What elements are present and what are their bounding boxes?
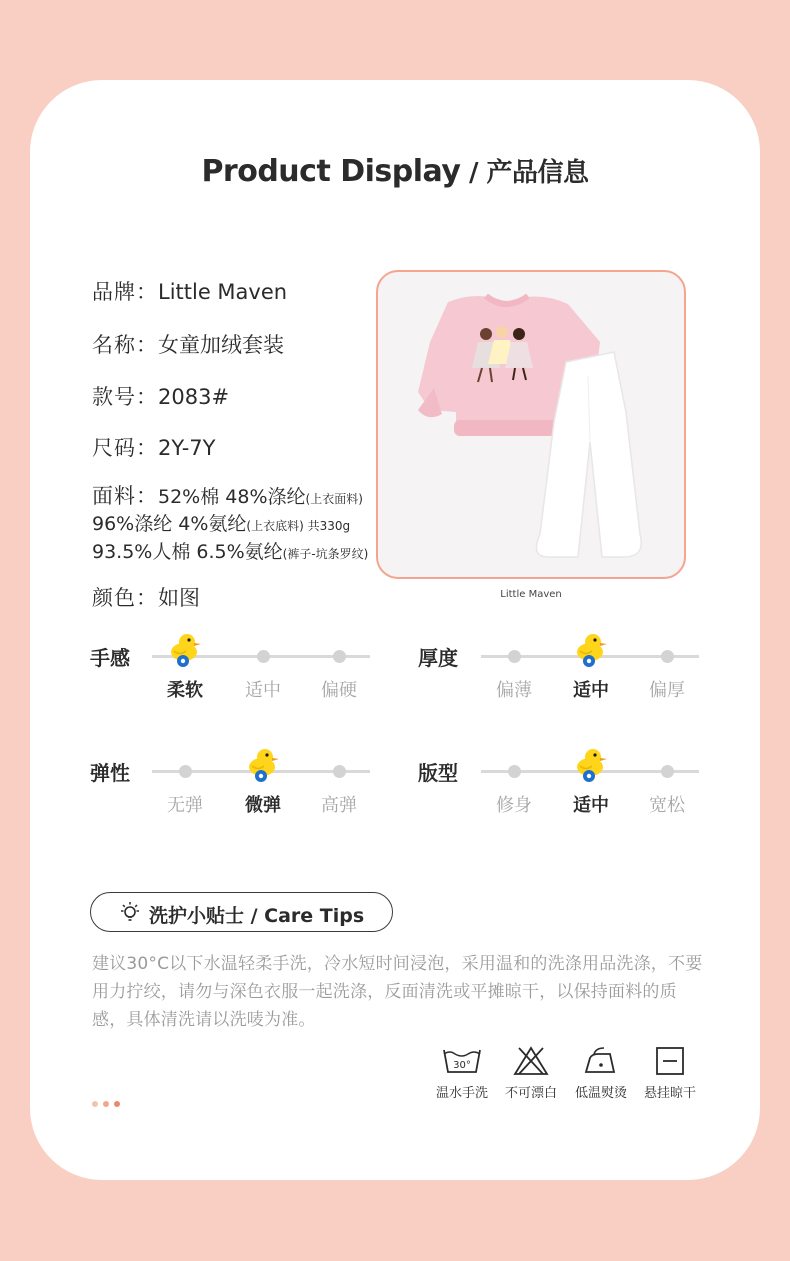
fabric-note-3: (裤子-坑条罗纹) xyxy=(282,547,369,561)
scale-option: 柔软 xyxy=(167,680,203,701)
spec-value: 女童加绒套装 xyxy=(158,333,284,357)
spec-key: 名称： xyxy=(92,333,158,357)
scale-dot xyxy=(333,650,346,663)
duck-marker-icon xyxy=(574,747,608,783)
scale-label: 弹性 xyxy=(90,761,130,785)
care-tips-pill xyxy=(90,892,393,932)
spec-value: Little Maven xyxy=(158,280,288,304)
spec-value: 2Y-7Y xyxy=(158,436,216,460)
spec-key: 款号： xyxy=(92,385,158,409)
pagination-dots xyxy=(92,1092,125,1111)
outfit-illustration xyxy=(378,272,684,577)
spec-key: 品牌： xyxy=(92,280,158,304)
scale-option: 无弹 xyxy=(167,795,203,816)
wash-30-icon xyxy=(442,1046,482,1076)
spec-color xyxy=(92,582,200,612)
scale-dot xyxy=(661,765,674,778)
scale-dot xyxy=(661,650,674,663)
page-dot xyxy=(92,1101,98,1107)
lightbulb-icon xyxy=(119,901,141,923)
product-photo xyxy=(376,270,686,579)
scale-dot xyxy=(257,650,270,663)
duck-marker-icon xyxy=(574,632,608,668)
scale-dot xyxy=(508,650,521,663)
spec-size xyxy=(92,432,215,462)
no-bleach-icon xyxy=(513,1046,549,1076)
care-label: 悬挂晾干 xyxy=(643,1086,696,1101)
scale-option: 宽松 xyxy=(649,795,685,816)
care-tips-label: 洗护小贴士 / Care Tips xyxy=(149,905,365,927)
low-iron-icon xyxy=(582,1046,620,1076)
page-title xyxy=(0,152,790,189)
wash-temperature: 30° xyxy=(453,1060,471,1071)
scale-option: 偏薄 xyxy=(496,680,532,701)
page-dot xyxy=(114,1101,120,1107)
scale-label: 版型 xyxy=(418,761,458,785)
scale-option: 适中 xyxy=(573,680,609,701)
care-description: 建议30°C以下水温轻柔手洗，冷水短时间浸泡，采用温和的洗涤用品洗涤，不要用力拧绞，请勿与深色衣服一起洗涤，反面清洗或平摊晾干，以保持面料的质感，具体清洗请以洗唛为准。 xyxy=(92,954,703,1030)
photo-caption: Little Maven xyxy=(500,589,562,600)
spec-style-number xyxy=(92,381,229,411)
care-label: 不可漂白 xyxy=(504,1086,557,1101)
scale-option: 修身 xyxy=(496,795,532,816)
fabric-line-3: 93.5%人棉 6.5%氨纶(裤子-坑条罗纹) xyxy=(92,541,369,563)
spec-fabric xyxy=(92,480,363,510)
scale-option: 适中 xyxy=(245,680,281,701)
care-item-no-bleach xyxy=(501,1046,561,1101)
scale-option: 适中 xyxy=(573,795,609,816)
spec-key: 面料： xyxy=(92,484,158,508)
scale-label: 厚度 xyxy=(418,646,458,670)
scale-option: 偏厚 xyxy=(649,680,685,701)
duck-marker-icon xyxy=(168,632,202,668)
scale-label: 手感 xyxy=(90,646,130,670)
spec-name xyxy=(92,329,284,359)
spec-brand xyxy=(92,276,287,306)
title-en: Product Display xyxy=(201,154,461,189)
hang-dry-icon xyxy=(655,1046,685,1076)
spec-value: 2083# xyxy=(158,385,230,409)
care-item-wash xyxy=(432,1046,492,1101)
care-label: 温水手洗 xyxy=(435,1086,488,1101)
care-item-hang-dry xyxy=(640,1046,700,1101)
care-label: 低温熨烫 xyxy=(574,1086,627,1101)
fabric-line-1: 52%棉 48%涤纶 xyxy=(158,486,306,508)
scale-option: 偏硬 xyxy=(321,680,357,701)
title-cn: 产品信息 xyxy=(486,158,589,188)
scale-dot xyxy=(179,765,192,778)
spec-value: 如图 xyxy=(158,586,200,610)
care-item-low-iron xyxy=(571,1046,631,1101)
page-dot xyxy=(103,1101,109,1107)
spec-key: 尺码： xyxy=(92,436,158,460)
scale-option: 微弹 xyxy=(245,795,281,816)
scale-dot xyxy=(508,765,521,778)
fabric-note-2: (上衣底料) 共330g xyxy=(246,519,351,533)
fabric-line-2: 96%涤纶 4%氨纶(上衣底料) 共330g xyxy=(92,513,351,535)
scale-option: 高弹 xyxy=(321,795,357,816)
duck-marker-icon xyxy=(246,747,280,783)
spec-key: 颜色： xyxy=(92,586,158,610)
title-separator: / xyxy=(460,158,487,188)
scale-dot xyxy=(333,765,346,778)
fabric-note-1: (上衣面料) xyxy=(305,492,363,506)
